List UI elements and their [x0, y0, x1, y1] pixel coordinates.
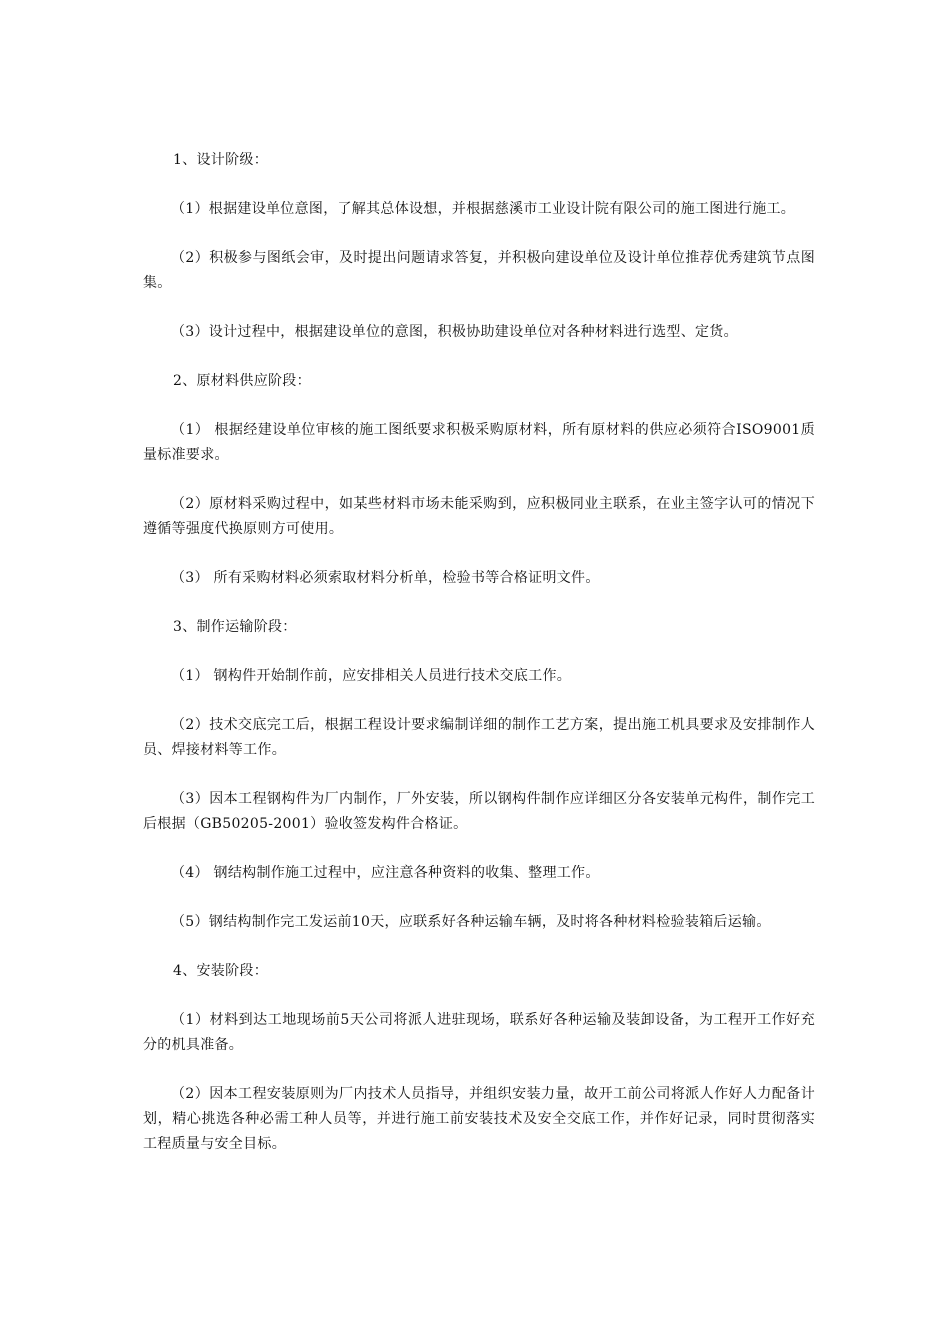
paragraph-materials-1: （1） 根据经建设单位审核的施工图纸要求积极采购原材料，所有原材料的供应必须符合ISO9001质量标准要求。 — [143, 422, 815, 463]
paragraph-materials-3: （3） 所有采购材料必须索取材料分析单，检验书等合格证明文件。 — [171, 570, 600, 586]
paragraph-installation-2: （2）因本工程安装原则为厂内技术人员指导，并组织安装力量，故开工前公司将派人作好人力配备计划，精心挑选各种必需工种人员等，并进行施工前安装技术及安全交底工作，并作好记录，同时贯彻落实工程质量与安全目标。 — [143, 1086, 815, 1152]
paragraph-fabrication-3: （3）因本工程钢构件为厂内制作，厂外安装，所以钢构件制作应详细区分各安装单元构件，制作完工后根据（GB50205-2001）验收签发构件合格证。 — [143, 791, 815, 832]
section-heading-materials: 2、原材料供应阶段： — [173, 373, 311, 389]
document-body — [143, 148, 815, 1181]
paragraph-design-3: （3）设计过程中，根据建设单位的意图，积极协助建设单位对各种材料进行选型、定货。 — [171, 324, 738, 340]
paragraph-design-2: （2）积极参与图纸会审，及时提出问题请求答复，并积极向建设单位及设计单位推荐优秀建筑节点图集。 — [143, 250, 815, 291]
paragraph-fabrication-5: （5）钢结构制作完工发运前10天，应联系好各种运输车辆，及时将各种材料检验装箱后运输。 — [171, 914, 771, 930]
paragraph-installation-1: （1）材料到达工地现场前5天公司将派人进驻现场，联系好各种运输及装卸设备，为工程开工作好充分的机具准备。 — [143, 1012, 815, 1053]
paragraph-fabrication-2: （2）技术交底完工后，根据工程设计要求编制详细的制作工艺方案，提出施工机具要求及安排制作人员、焊接材料等工作。 — [143, 717, 815, 758]
paragraph-fabrication-4: （4） 钢结构制作施工过程中，应注意各种资料的收集、整理工作。 — [171, 865, 600, 881]
section-heading-design: 1、设计阶级： — [173, 152, 269, 168]
paragraph-fabrication-1: （1） 钢构件开始制作前，应安排相关人员进行技术交底工作。 — [171, 668, 572, 684]
paragraph-design-1: （1）根据建设单位意图，了解其总体设想，并根据慈溪市工业设计院有限公司的施工图进行施工。 — [171, 201, 796, 217]
section-heading-installation: 4、安装阶段： — [173, 963, 269, 979]
section-heading-fabrication: 3、制作运输阶段： — [173, 619, 297, 635]
paragraph-materials-2: （2）原材料采购过程中，如某些材料市场未能采购到，应积极同业主联系，在业主签字认可的情况下遵循等强度代换原则方可使用。 — [143, 496, 815, 537]
